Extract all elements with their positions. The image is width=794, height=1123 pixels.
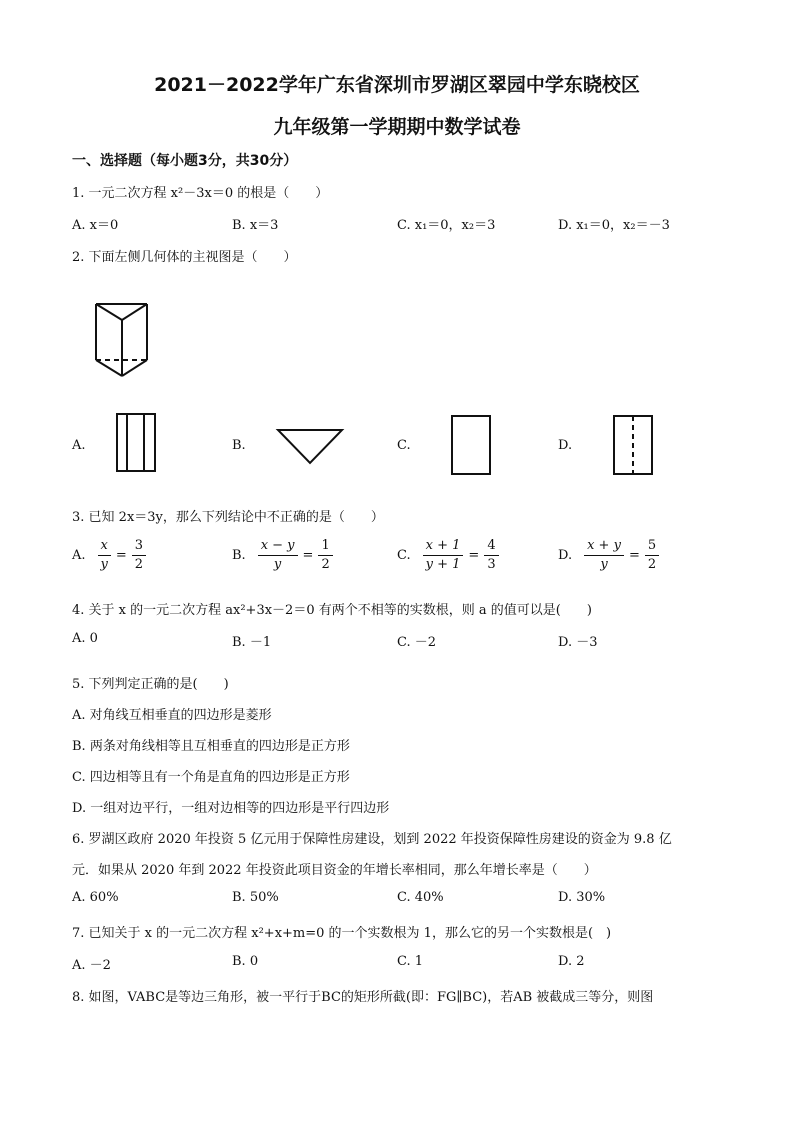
q4-option-d: D. －3 (558, 635, 598, 650)
q3-option-d-label: D. (558, 548, 573, 563)
q3-c-right-fraction: $\frac{4}{3}$ (484, 538, 498, 573)
question-4-stem: 4. 关于 x 的一元二次方程 ax²+3x－2＝0 有两个不相等的实数根，则 a 的值可以是( ) (72, 603, 592, 618)
q6-option-c: C. 40% (397, 890, 444, 905)
question-6-stem-line2: 元．如果从 2020 年到 2022 年投资此项目资金的年增长率相同，那么年增长率是（ ） (72, 863, 597, 878)
q2-option-a-label: A. (72, 438, 86, 453)
q2-option-a-figure (115, 413, 157, 473)
q4-option-a: A. 0 (72, 631, 98, 646)
question-7-stem: 7. 已知关于 x 的一元二次方程 x²+x+m=0 的一个实数根为 1，那么它的另一个实数根是( ) (72, 926, 612, 941)
q6-option-d: D. 30% (558, 890, 606, 905)
q3-b-right-fraction: $\frac{1}{2}$ (318, 538, 332, 573)
q2-option-c-figure (451, 415, 493, 477)
q7-option-a: A. －2 (72, 958, 111, 973)
q2-option-b-label: B. (232, 438, 246, 453)
question-2-stem: 2. 下面左侧几何体的主视图是（ ） (72, 250, 297, 265)
q3-c-left-fraction: $\frac{x + 1}{y + 1}$ (423, 538, 464, 573)
q3-option-a-label: A. (72, 548, 86, 563)
q3-option-a (72, 538, 148, 573)
q7-option-d: D. 2 (558, 954, 585, 969)
q3-d-left-fraction: $\frac{x + y}{y}$ (584, 538, 624, 573)
q2-option-c-label: C. (397, 438, 411, 453)
q6-option-a: A. 60% (72, 890, 119, 905)
equals-sign: = (302, 548, 314, 563)
section-heading: 一、选择题（每小题3分，共30分） (72, 153, 298, 169)
document-title-line2: 九年级第一学期期中数学试卷 (273, 116, 521, 138)
q5-option-b: B. 两条对角线相等且互相垂直的四边形是正方形 (72, 739, 350, 754)
equals-sign: = (468, 548, 480, 563)
q3-option-b-label: B. (232, 548, 246, 563)
q1-option-d: D. x₁＝0，x₂＝－3 (558, 218, 670, 233)
q2-option-d-figure (613, 415, 655, 477)
equals-sign: = (628, 548, 640, 563)
question-6-stem-line1: 6. 罗湖区政府 2020 年投资 5 亿元用于保障性房建设，划到 2022 年投资保障性房建设的资金为 9.8 亿 (72, 832, 672, 847)
q6-option-b: B. 50% (232, 890, 279, 905)
document-title-line1: 2021－2022学年广东省深圳市罗湖区翠园中学东晓校区 (154, 74, 640, 96)
q3-option-c (397, 538, 501, 573)
question-5-stem: 5. 下列判定正确的是( ) (72, 677, 229, 692)
q4-option-b: B. －1 (232, 635, 272, 650)
q2-option-b-figure (276, 428, 346, 468)
q3-option-d (558, 538, 661, 573)
q3-a-right-fraction: $\frac{3}{2}$ (132, 538, 146, 573)
q5-option-d: D. 一组对边平行，一组对边相等的四边形是平行四边形 (72, 801, 390, 816)
q3-option-b (232, 538, 335, 573)
q3-a-left-fraction: $\frac{x}{y}$ (98, 538, 111, 573)
question-8-stem: 8. 如图，VABC是等边三角形，被一平行于BC的矩形所截(即：FG∥BC)，若AB 被截成三等分，则图 (72, 990, 654, 1005)
q5-option-a: A. 对角线互相垂直的四边形是菱形 (72, 708, 272, 723)
question-1-stem: 1. 一元二次方程 x²－3x＝0 的根是（ ） (72, 186, 329, 201)
q7-option-c: C. 1 (397, 954, 424, 969)
q3-b-left-fraction: $\frac{x - y}{y}$ (258, 538, 298, 573)
q7-option-b: B. 0 (232, 954, 259, 969)
q5-option-c: C. 四边相等且有一个角是直角的四边形是正方形 (72, 770, 350, 785)
equals-sign: = (115, 548, 127, 563)
question-3-stem: 3. 已知 2x＝3y，那么下列结论中不正确的是（ ） (72, 510, 384, 525)
q3-d-right-fraction: $\frac{5}{2}$ (645, 538, 659, 573)
q1-option-b: B. x＝3 (232, 218, 279, 233)
q3-option-c-label: C. (397, 548, 411, 563)
q4-option-c: C. －2 (397, 635, 437, 650)
q1-option-a: A. x＝0 (72, 218, 119, 233)
q2-option-d-label: D. (558, 438, 573, 453)
triangular-prism-figure (92, 298, 152, 380)
q1-option-c: C. x₁＝0，x₂＝3 (397, 218, 496, 233)
